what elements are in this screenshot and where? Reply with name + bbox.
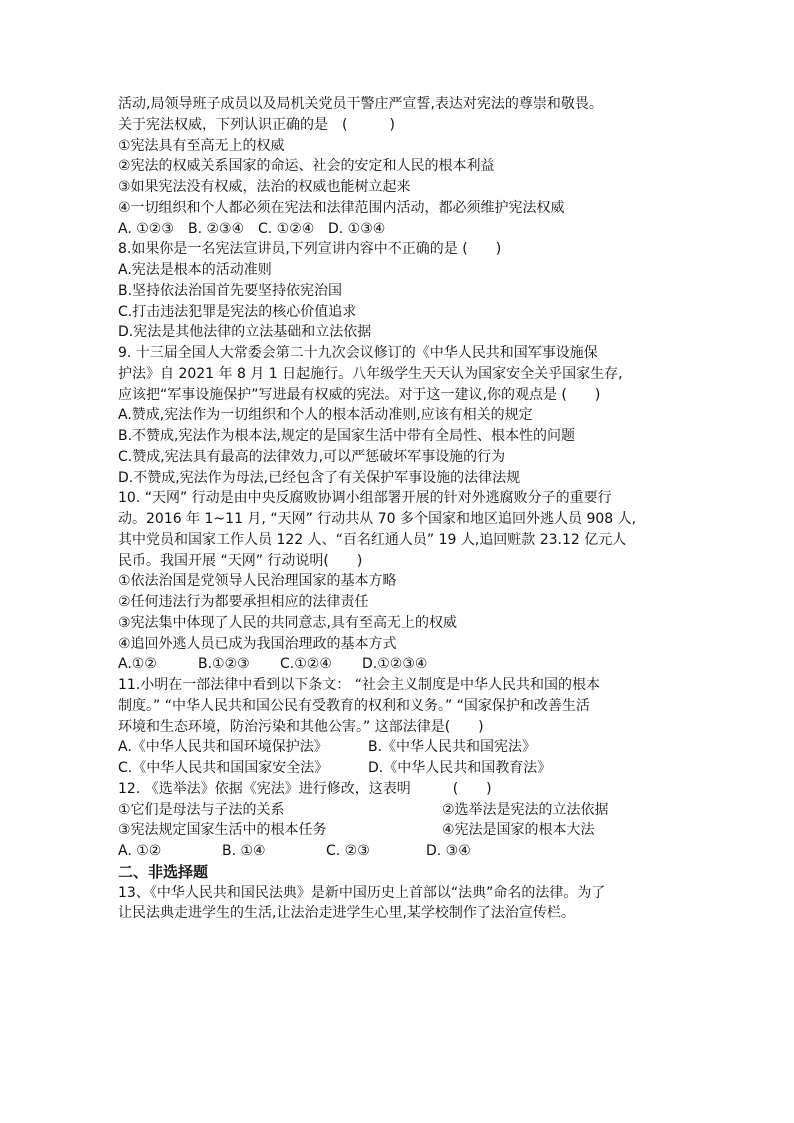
q10-statement: ②任何违法行为都要承担相应的法律责任 bbox=[118, 594, 369, 610]
q10-statement: ④追回外逃人员已成为我国治理政的基本方式 bbox=[118, 635, 397, 652]
q12-options bbox=[118, 841, 688, 862]
q7-statement: ②宪法的权威关系国家的命运、社会的安定和人民的根本利益 bbox=[118, 158, 495, 175]
q12-statements-row bbox=[118, 820, 688, 841]
q10-option-b: B.①②③ bbox=[198, 656, 250, 673]
q12-option-b: B. ①④ bbox=[222, 843, 266, 859]
q11-options-row bbox=[118, 758, 688, 779]
q9-option-d: D.不赞成,宪法作为母法,已经包含了有关保护军事设施的法律法规 bbox=[118, 469, 521, 486]
q11-option-b: B.《中华人民共和国宪法》 bbox=[368, 739, 537, 756]
q11-option-a: A.《中华人民共和国环境保护法》 bbox=[118, 739, 328, 756]
q11-option-c: C.《中华人民共和国国家安全法》 bbox=[118, 760, 329, 776]
q11-stem-line: 制度。” “中华人民共和国公民有受教育的权利和义务。” “国家保护和改善生活 bbox=[118, 697, 590, 714]
q10-option-c: C.①②④ bbox=[280, 656, 332, 673]
q12-option-d: D. ③④ bbox=[426, 843, 471, 859]
q12-statement: ④宪法是国家的根本大法 bbox=[442, 822, 595, 839]
q7-stem-line: 活动,局领导班子成员以及局机关党员干警庄严宣誓,表达对宪法的尊崇和敬畏。 bbox=[118, 96, 603, 112]
q12-statement: ②选举法是宪法的立法依据 bbox=[442, 801, 609, 818]
q7-option-a: A. ①②③ bbox=[118, 220, 174, 237]
q13-stem-line: 13、《中华人民共和国民法典》是新中国历史上首部以“法典”命名的法律。为了 bbox=[118, 884, 606, 901]
q12-statement: ③宪法规定国家生活中的根本任务 bbox=[118, 822, 327, 839]
q9-stem-line: 应该把“军事设施保护”写进最有权威的宪法。对于这一建议,你的观点是 ( ) bbox=[118, 386, 601, 403]
q9-stem-line: 9. 十三届全国人大常委会第二十九次会议修订的《中华人民共和国军事设施保 bbox=[118, 345, 598, 361]
q11-stem-line: 11.小明在一部法律中看到以下条文： “社会主义制度是中华人民共和国的根本 bbox=[118, 677, 600, 693]
q8-option-c: C.打击违法犯罪是宪法的核心价值追求 bbox=[118, 303, 357, 320]
q8-option-a: A.宪法是根本的活动准则 bbox=[118, 262, 272, 278]
q7-statement: ④一切组织和个人都必须在宪法和法律范围内活动，都必须维护宪法权威 bbox=[118, 199, 565, 216]
q10-stem-line: 10. “天网” 行动是由中央反腐败协调小组部署开展的针对外逃腐败分子的重要行 bbox=[118, 490, 612, 507]
q7-option-b: B. ②③④ bbox=[188, 220, 245, 237]
q7-option-d: D. ①③④ bbox=[328, 220, 386, 237]
q10-option-a: A.①② bbox=[118, 656, 157, 673]
q10-options bbox=[118, 654, 688, 675]
q10-option-d: D.①②③④ bbox=[362, 656, 428, 673]
section-heading: 二、非选择题 bbox=[118, 862, 209, 881]
q9-option-c: C.赞成,宪法具有最高的法律效力,可以严惩破坏军事设施的行为 bbox=[118, 448, 506, 465]
q8-option-d: D.宪法是其他法律的立法基础和立法依据 bbox=[118, 324, 372, 341]
q9-stem-line: 护法》自 2021 年 8 月 1 日起施行。八年级学生天天认为国家安全关乎国家生存, bbox=[118, 365, 623, 382]
q7-stem-line: 关于宪法权威，下列认识正确的是 ( ) bbox=[118, 116, 395, 133]
q10-statement: ③宪法集中体现了人民的共同意志,具有至高无上的权威 bbox=[118, 614, 457, 631]
q12-stem: 12. 《选举法》依据《宪法》进行修改，这表明 ( ) bbox=[118, 780, 492, 797]
q10-stem-line: 动。2016 年 1~11 月, “天网” 行动共从 70 多个国家和地区追回外逃人员 908 人, bbox=[118, 511, 637, 527]
q10-stem-line: 其中党员和国家工作人员 122 人、“百名红通人员” 19 人,追回赃款 23.12 亿元人 bbox=[118, 531, 627, 548]
q7-statement: ③如果宪法没有权威，法治的权威也能树立起来 bbox=[118, 179, 411, 195]
q7-statement: ①宪法具有至高无上的权威 bbox=[118, 137, 285, 154]
q8-option-b: B.坚持依法治国首先要坚持依宪治国 bbox=[118, 282, 343, 299]
q7-options bbox=[118, 219, 688, 240]
q7-option-c: C. ①②④ bbox=[258, 220, 315, 237]
q11-option-d: D.《中华人民共和国教育法》 bbox=[368, 760, 552, 776]
exam-page bbox=[118, 94, 688, 924]
q9-option-a: A.赞成,宪法作为一切组织和个人的根本活动准则,应该有相关的规定 bbox=[118, 407, 533, 424]
q11-stem-line: 环境和生态环境，防治污染和其他公害。” 这部法律是( ) bbox=[118, 718, 484, 735]
q13-stem-line: 让民法典走进学生的生活,让法治走进学生心里,某学校制作了法治宣传栏。 bbox=[118, 905, 575, 922]
q12-option-a: A. ①② bbox=[118, 843, 162, 859]
q9-option-b: B.不赞成,宪法作为根本法,规定的是国家生活中带有全局性、根本性的问题 bbox=[118, 428, 575, 444]
q8-stem: 8.如果你是一名宪法宣讲员,下列宣讲内容中不正确的是 ( ) bbox=[118, 241, 502, 258]
q12-statements-row bbox=[118, 800, 688, 821]
q10-stem-line: 民币。我国开展 “天网” 行动说明( ) bbox=[118, 552, 363, 569]
q10-statement: ①依法治国是党领导人民治理国家的基本方略 bbox=[118, 573, 397, 590]
q11-options-row bbox=[118, 737, 688, 758]
q12-option-c: C. ②③ bbox=[326, 843, 370, 859]
q12-statement: ①它们是母法与子法的关系 bbox=[118, 801, 285, 818]
